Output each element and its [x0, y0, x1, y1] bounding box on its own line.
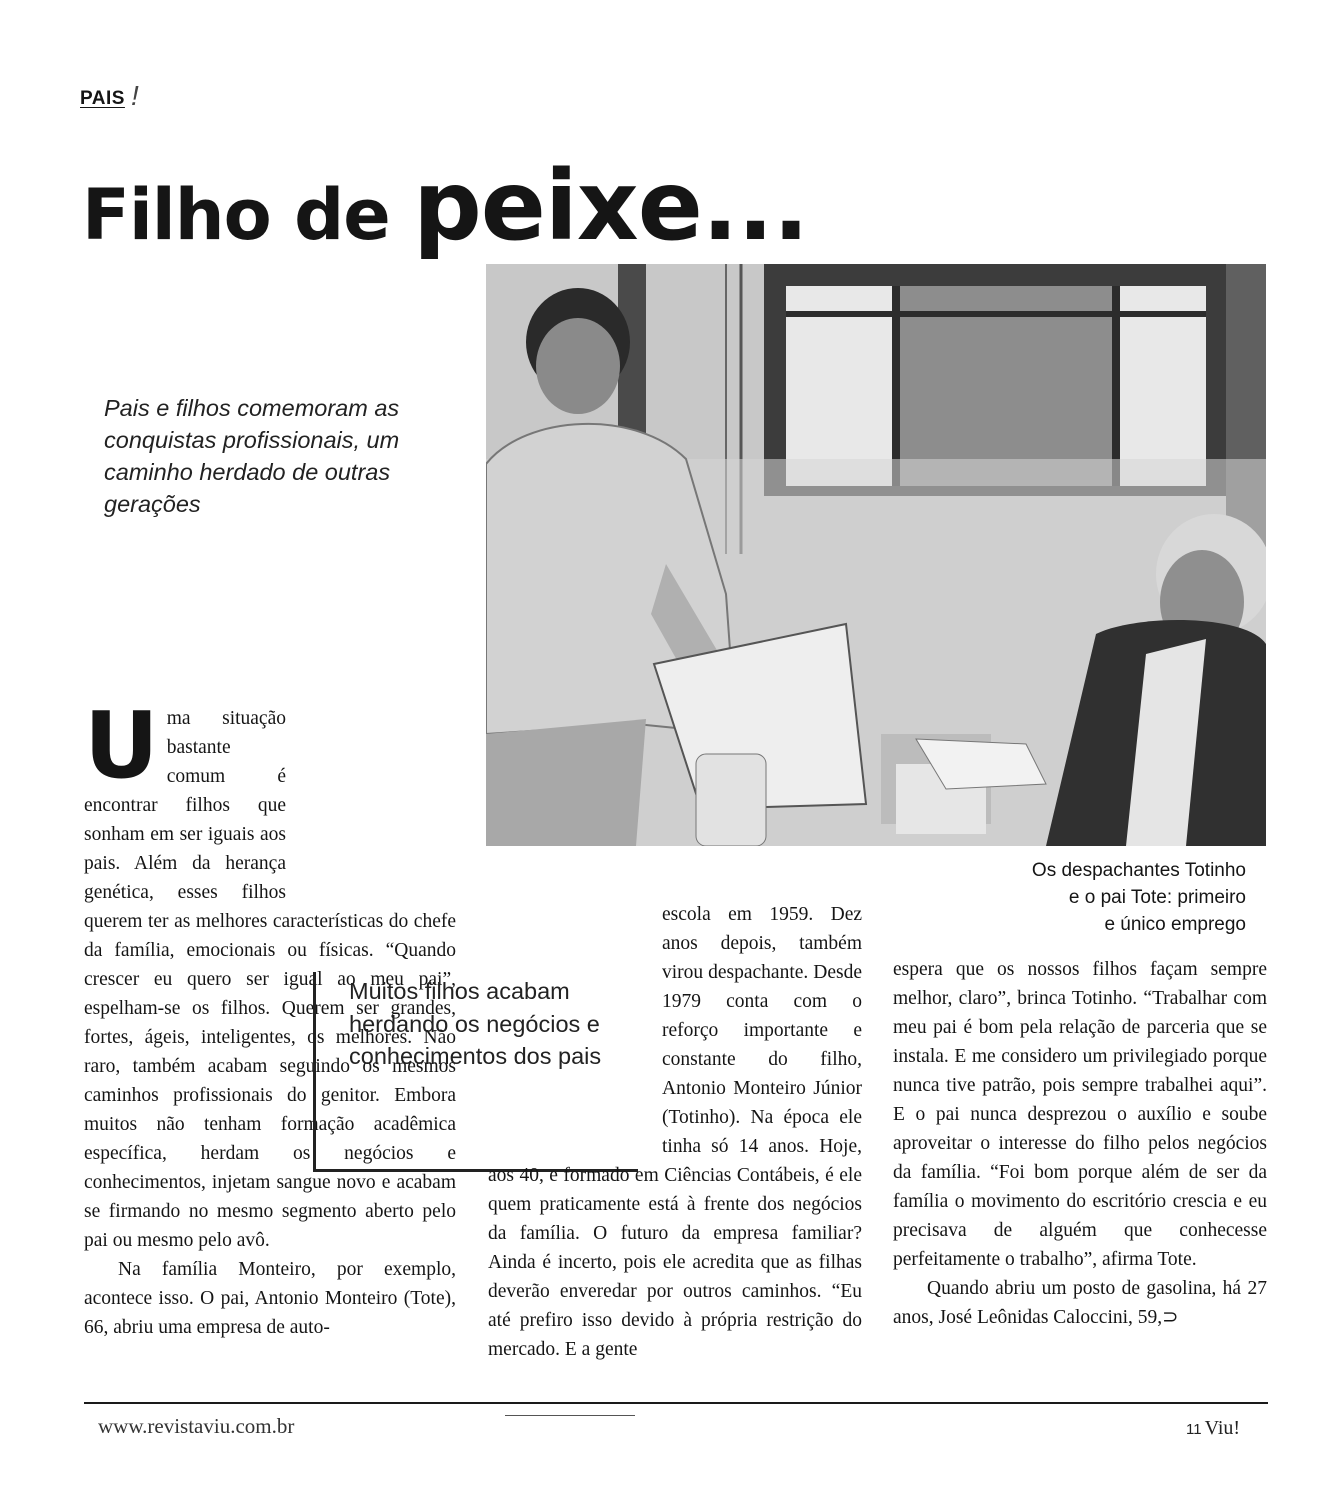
- photo-caption: [950, 857, 1246, 938]
- magazine-brand: Viu: [1204, 1417, 1234, 1439]
- article-column-3: [893, 955, 1267, 1332]
- page-number: 11: [1186, 1421, 1202, 1438]
- article-paragraph: espera que os nossos filhos façam sempre melhor, claro”, brinca Totinho. “Trabalhar com meu pai é bom pela relação de parceria que se instala. E me considero um privilegiado porque nunca tive patrão, pois sempre trabalhei aqui”. E o pai nunca desprezou o auxílio e soube aproveitar o interesse do filho pelos negócios da família. “Foi bom porque além de ser da família o movimento do escritório crescia e eu precisava de alguém que conhecesse perfeitamente o trabalho”, afirma Tote.: [893, 959, 1267, 1270]
- section-label: PAIS: [80, 88, 125, 109]
- brand-mark: !: [1233, 1417, 1241, 1439]
- paragraph-text: ma situação bastante comum é encontrar filhos que sonham em ser iguais aos pais. Além da herança genética, esses filhos querem ter as melhores características do chefe da família, emocionais ou físicas. “Quando crescer eu quero ser igual ao meu pai”, espelham-se os filhos. Querem ser grandes, fortes, ágeis, inteligentes, os melhores. Não raro, também acabam seguindo os mesmos caminhos profissionais do genitor. Embora muitos não tenham formação acadêmica específica, herdam os negócios e conhecimentos, injetam sangue novo e acabam se firmando no mesmo segmento aberto pelo pai ou mesmo pelo avô.: [84, 708, 456, 1251]
- footer-divider: [84, 1402, 1268, 1404]
- caption-line: e o pai Tote: primeiro: [1068, 887, 1246, 908]
- caption-line: e único emprego: [1104, 914, 1246, 935]
- article-photo: [486, 264, 1266, 846]
- footer-website: www.revistaviu.com.br: [98, 1414, 295, 1438]
- headline-part-1: Filho de: [82, 174, 414, 256]
- article-paragraph: Na família Monteiro, por exemplo, acontece isso. O pai, Antonio Monteiro (Tote), 66, abriu uma empresa de auto-: [84, 1259, 456, 1338]
- caption-line: Os despachantes Totinho: [1031, 860, 1246, 881]
- paragraph-text: escola em 1959. Dez anos depois, também virou despachante. Desde 1979 conta com o reforço importante e constante do filho, Antonio Monteiro Júnior (Totinho). Na época ele tinha só 14 anos. Hoje, aos 40, e formado em Ciências Contábeis, é ele quem praticamente está à frente dos negócios da família. O futuro da empresa familiar? Ainda é incerto, pois ele acredita que as filhas deverão enveredar por outros caminhos. “Eu até prefiro isso devido à própria restrição do mercado. E a gente: [488, 904, 862, 1360]
- continue-mark: ⊃: [1162, 1307, 1179, 1328]
- article-column-2: [488, 900, 862, 1364]
- article-paragraph: [893, 1274, 1267, 1332]
- article-paragraph: [488, 900, 862, 1364]
- footer-divider-short: [505, 1415, 635, 1416]
- subtitle: Pais e filhos comemoram as conquistas profissionais, um caminho herdado de outras gerações: [104, 395, 400, 517]
- headline-part-2: peixe...: [413, 150, 809, 262]
- section-exclamation: !: [131, 80, 139, 111]
- headline: [82, 150, 808, 262]
- drop-cap: U: [84, 692, 159, 799]
- footer-page-label: [1186, 1417, 1240, 1440]
- paragraph-text: Quando abriu um posto de gasolina, há 27 anos, José Leônidas Caloccini, 59,: [893, 1278, 1267, 1328]
- pullquote: Muitos filhos acabam herdando os negócios e conhecimentos dos pais: [349, 978, 602, 1069]
